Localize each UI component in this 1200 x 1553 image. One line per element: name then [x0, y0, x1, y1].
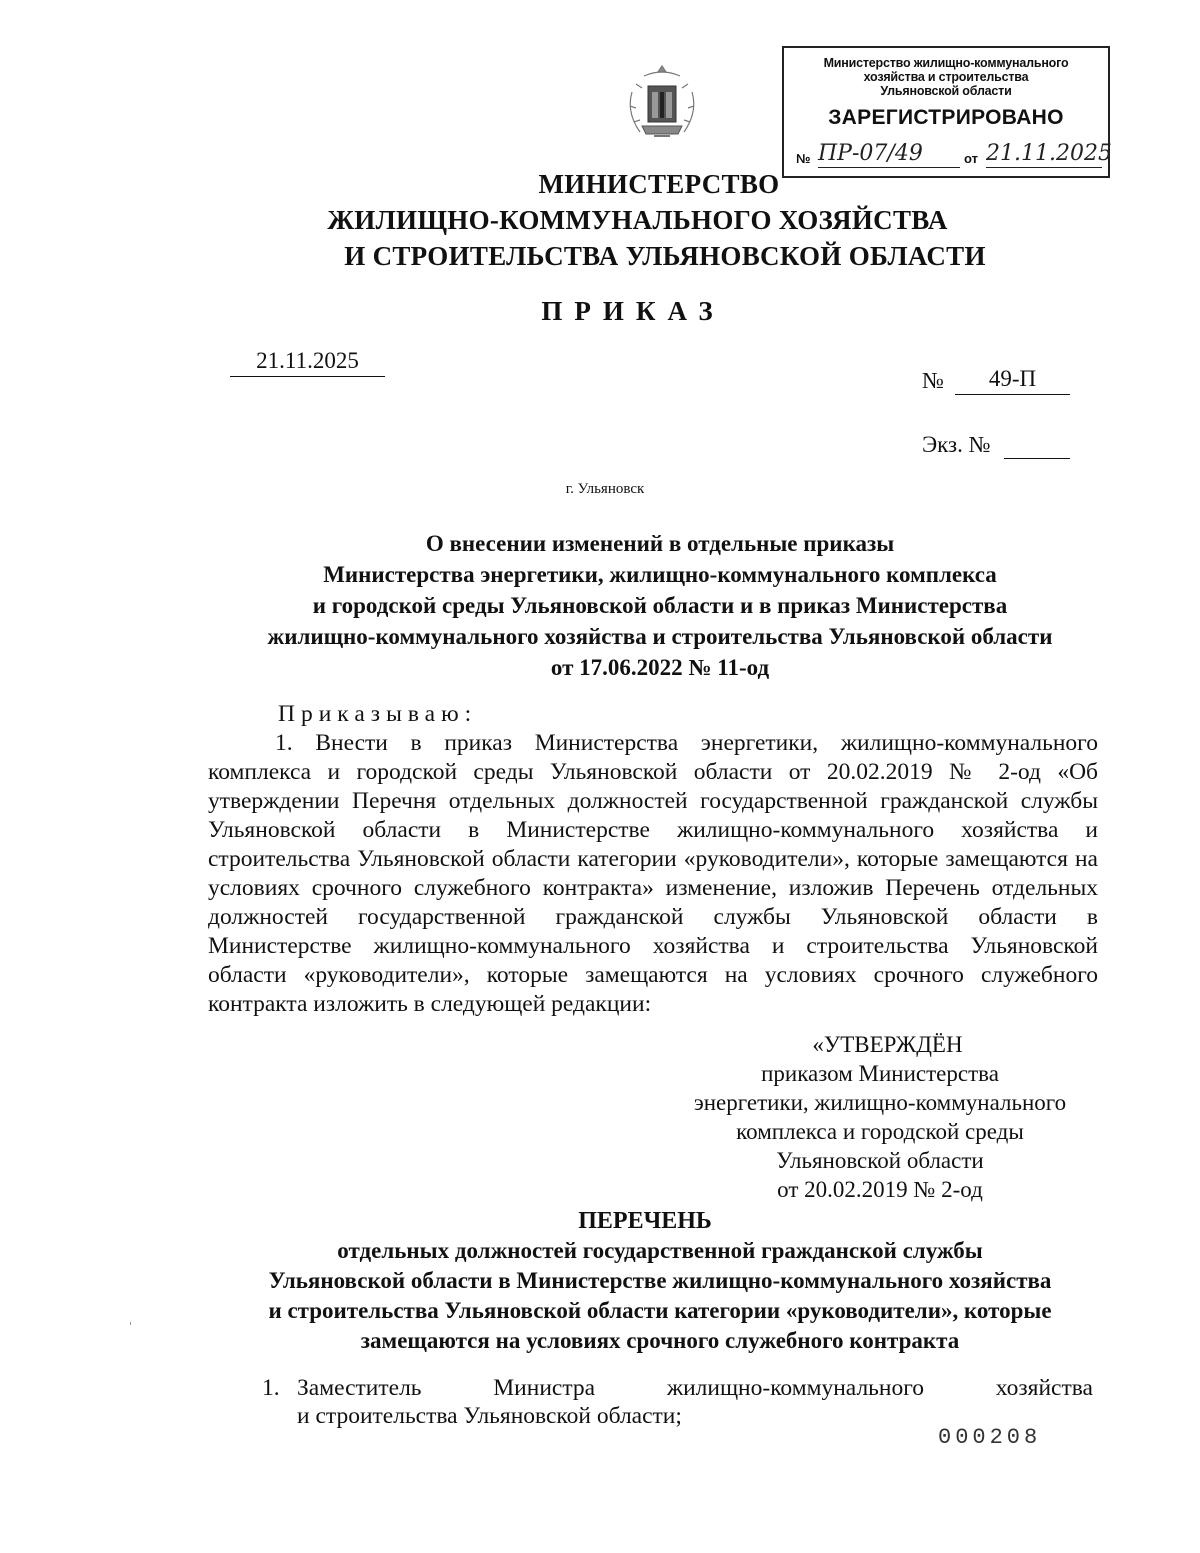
- list-title: ПЕРЕЧЕНЬ: [578, 1208, 712, 1234]
- list-subtitle-line: замещаются на условиях срочного служебного контракта: [360, 1328, 960, 1353]
- stamp-org-line: Министерство жилищно-коммунального: [823, 56, 1069, 70]
- list-item-number: 1.: [262, 1375, 280, 1401]
- list-item-word: Министра: [493, 1375, 596, 1401]
- approval-line: приказом Министерства: [761, 1061, 999, 1086]
- order-intro: Приказываю:: [278, 701, 478, 727]
- serial-number: 000208: [938, 1425, 1042, 1450]
- list-item-line: и строительства Ульяновской области;: [297, 1403, 682, 1429]
- ministry-line: ЖИЛИЩНО-КОММУНАЛЬНОГО ХОЗЯЙСТВА: [327, 205, 948, 235]
- ministry-line: И СТРОИТЕЛЬСТВА УЛЬЯНОВСКОЙ ОБЛАСТИ: [344, 241, 986, 271]
- list-subtitle-line: Ульяновской области в Министерстве жилищно-коммунального хозяйства: [268, 1268, 1052, 1293]
- stamp-date-value: 21.11.2025: [986, 141, 1112, 166]
- copy-number-blank: [1004, 458, 1070, 459]
- stamp-no-label: №: [796, 151, 811, 166]
- order-date: 21.11.2025: [230, 348, 385, 377]
- stamp-date-label: от: [964, 151, 978, 166]
- registration-stamp: [782, 46, 1110, 178]
- coat-of-arms-emblem: [622, 62, 702, 146]
- approval-line: Ульяновской области: [776, 1148, 984, 1173]
- stamp-org-line: Ульяновской области: [880, 84, 1012, 98]
- order-number-label: №: [922, 368, 944, 393]
- list-subtitle-line: отдельных должностей государственной гражданской службы: [337, 1238, 983, 1263]
- list-subtitle: [200, 1236, 1120, 1356]
- document-title: [200, 528, 1120, 683]
- scan-mark: [130, 1322, 131, 1325]
- document-body: [208, 700, 1098, 1019]
- approval-line: от 20.02.2019 № 2-од: [777, 1177, 983, 1202]
- list-item-word: Заместитель: [297, 1375, 422, 1401]
- stamp-no-value: ПР-07/49: [818, 141, 960, 168]
- title-line: Министерства энергетики, жилищно-коммунального комплекса: [323, 562, 997, 587]
- approval-line: комплекса и городской среды: [736, 1119, 1024, 1144]
- document-type: ПРИКАЗ: [541, 296, 725, 326]
- title-line: О внесении изменений в отдельные приказы: [425, 531, 895, 556]
- approval-line: энергетики, жилищно-коммунального: [693, 1090, 1067, 1115]
- approval-head: «УТВЕРЖДЁН: [812, 1032, 963, 1057]
- order-number: 49-П: [955, 366, 1070, 395]
- title-line: жилищно-коммунального хозяйства и строительства Ульяновской области: [267, 624, 1053, 649]
- approval-block: [660, 1030, 1100, 1204]
- copy-number-label: Экз. №: [922, 432, 991, 457]
- paragraph-1: 1. Внести в приказ Министерства энергетики, жилищно-коммунального комплекса и городской среды Ульяновской области от 20.02.2019 № 2-од «Об утверждении Перечня отдельных должностей государственной гражданской службы Ульяновской области в Министерстве жилищно-коммунального хозяйства и строительства Ульяновской области категории «руководители», которые замещаются на условиях срочного служебного контракта» изменение, изложив Перечень отдельных должностей государственной гражданской службы Ульяновской области в Министерстве жилищно-коммунального хозяйства и строительства Ульяновской области «руководители», которые замещаются на условиях срочного служебного контракта изложить в следующей редакции:: [208, 730, 1098, 1017]
- title-line: от 17.06.2022 № 11-од: [550, 655, 770, 680]
- city: г. Ульяновск: [565, 481, 645, 497]
- list-item-word: хозяйства: [995, 1375, 1093, 1401]
- ministry-line: МИНИСТЕРСТВО: [538, 169, 780, 199]
- list-subtitle-line: и строительства Ульяновской области категории «руководители», которые: [268, 1298, 1052, 1323]
- title-line: и городской среды Ульяновской области и в приказ Министерства: [312, 593, 1008, 618]
- stamp-status: ЗАРЕГИСТРИРОВАНО: [828, 106, 1064, 129]
- ministry-header: [0, 166, 1200, 274]
- stamp-org-line: хозяйства и строительства: [863, 70, 1029, 84]
- list-item-word: жилищно-коммунального: [666, 1375, 925, 1401]
